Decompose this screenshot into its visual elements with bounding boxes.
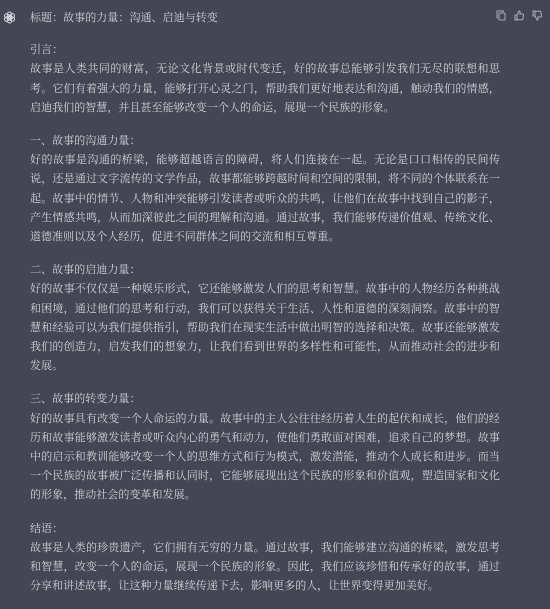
section-heading: 三、故事的转变力量： bbox=[30, 392, 141, 406]
thumbs-up-button[interactable] bbox=[514, 10, 524, 21]
section-heading: 结语： bbox=[30, 521, 64, 535]
section-heading: 二、故事的启迪力量： bbox=[30, 263, 141, 277]
section-communication bbox=[30, 131, 500, 246]
thumbs-down-button[interactable] bbox=[532, 10, 542, 21]
section-body: 好的故事不仅仅是一种娱乐形式，它还能够激发人们的思考和智慧。故事中的人物经历各种挑战和困境，通过他们的思考和行动，我们可以获得关于生活、人性和道德的深刻洞察。故事中的智慧和经验可以为我们提供指引，帮助我们在现实生活中做出明智的选择和决策。故事还能够激发我们的创造力，启发我们的想象力，让我们看到世界的多样性和可能性，从而推动社会的进步和发展。 bbox=[30, 282, 500, 373]
thumbs-down-icon bbox=[532, 10, 542, 21]
thumbs-up-icon bbox=[514, 10, 524, 21]
section-transformation bbox=[30, 389, 500, 504]
message-content bbox=[30, 8, 500, 609]
message-title: 标题：故事的力量：沟通、启迪与转变 bbox=[30, 11, 218, 24]
message-actions bbox=[496, 10, 542, 21]
section-inspiration bbox=[30, 260, 500, 375]
assistant-avatar bbox=[1, 9, 17, 25]
section-heading: 引言： bbox=[30, 43, 64, 57]
copy-icon bbox=[496, 10, 506, 21]
openai-logo-icon bbox=[2, 10, 17, 25]
copy-button[interactable] bbox=[496, 10, 506, 21]
section-intro bbox=[30, 40, 500, 117]
section-body: 故事是人类的珍贵遗产，它们拥有无穷的力量。通过故事，我们能够建立沟通的桥梁，激发思考和智慧，改变一个人的命运，展现一个民族的形象。因此，我们应该珍惜和传承好的故事，通过分享和讲述故事，让这种力量继续传递下去，影响更多的人，让世界变得更加美好。 bbox=[30, 540, 500, 593]
section-body: 故事是人类共同的财富，无论文化背景或时代变迁，好的故事总能够引发我们无尽的联想和思考。它们有着强大的力量，能够打开心灵之门，帮助我们更好地表达和沟通，触动我们的情感，启迪我们的智慧，并且甚至能够改变一个人的命运，展现一个民族的形象。 bbox=[30, 62, 500, 114]
section-heading: 一、故事的沟通力量： bbox=[30, 134, 141, 148]
section-body: 好的故事具有改变一个人命运的力量。故事中的主人公往往经历着人生的起伏和成长，他们的经历和故事能够激发读者或听众内心的勇气和动力，使他们勇敢面对困难，追求自己的梦想。故事中的启示和教训能够改变一个人的思维方式和行为模式，激发潜能，推动个人成长和进步。而当一个民族的故事被广泛传播和认同时，它能够展现出这个民族的形象和价值观，塑造国家和文化的形象，推动社会的变革和发展。 bbox=[30, 411, 500, 502]
section-conclusion bbox=[30, 519, 500, 596]
section-body: 好的故事是沟通的桥梁，能够超越语言的障碍，将人们连接在一起。无论是口口相传的民间传说，还是通过文字流传的文学作品，故事都能够跨越时间和空间的限制，将不同的个体联系在一起。故事中的情节、人物和冲突能够引发读者或听众的共鸣，让他们在故事中找到自己的影子，产生情感共鸣，从而加深彼此之间的理解和沟通。通过故事，我们能够传递价值观、传统文化、道德准则以及个人经历，促进不同群体之间的交流和相互尊重。 bbox=[30, 153, 500, 244]
